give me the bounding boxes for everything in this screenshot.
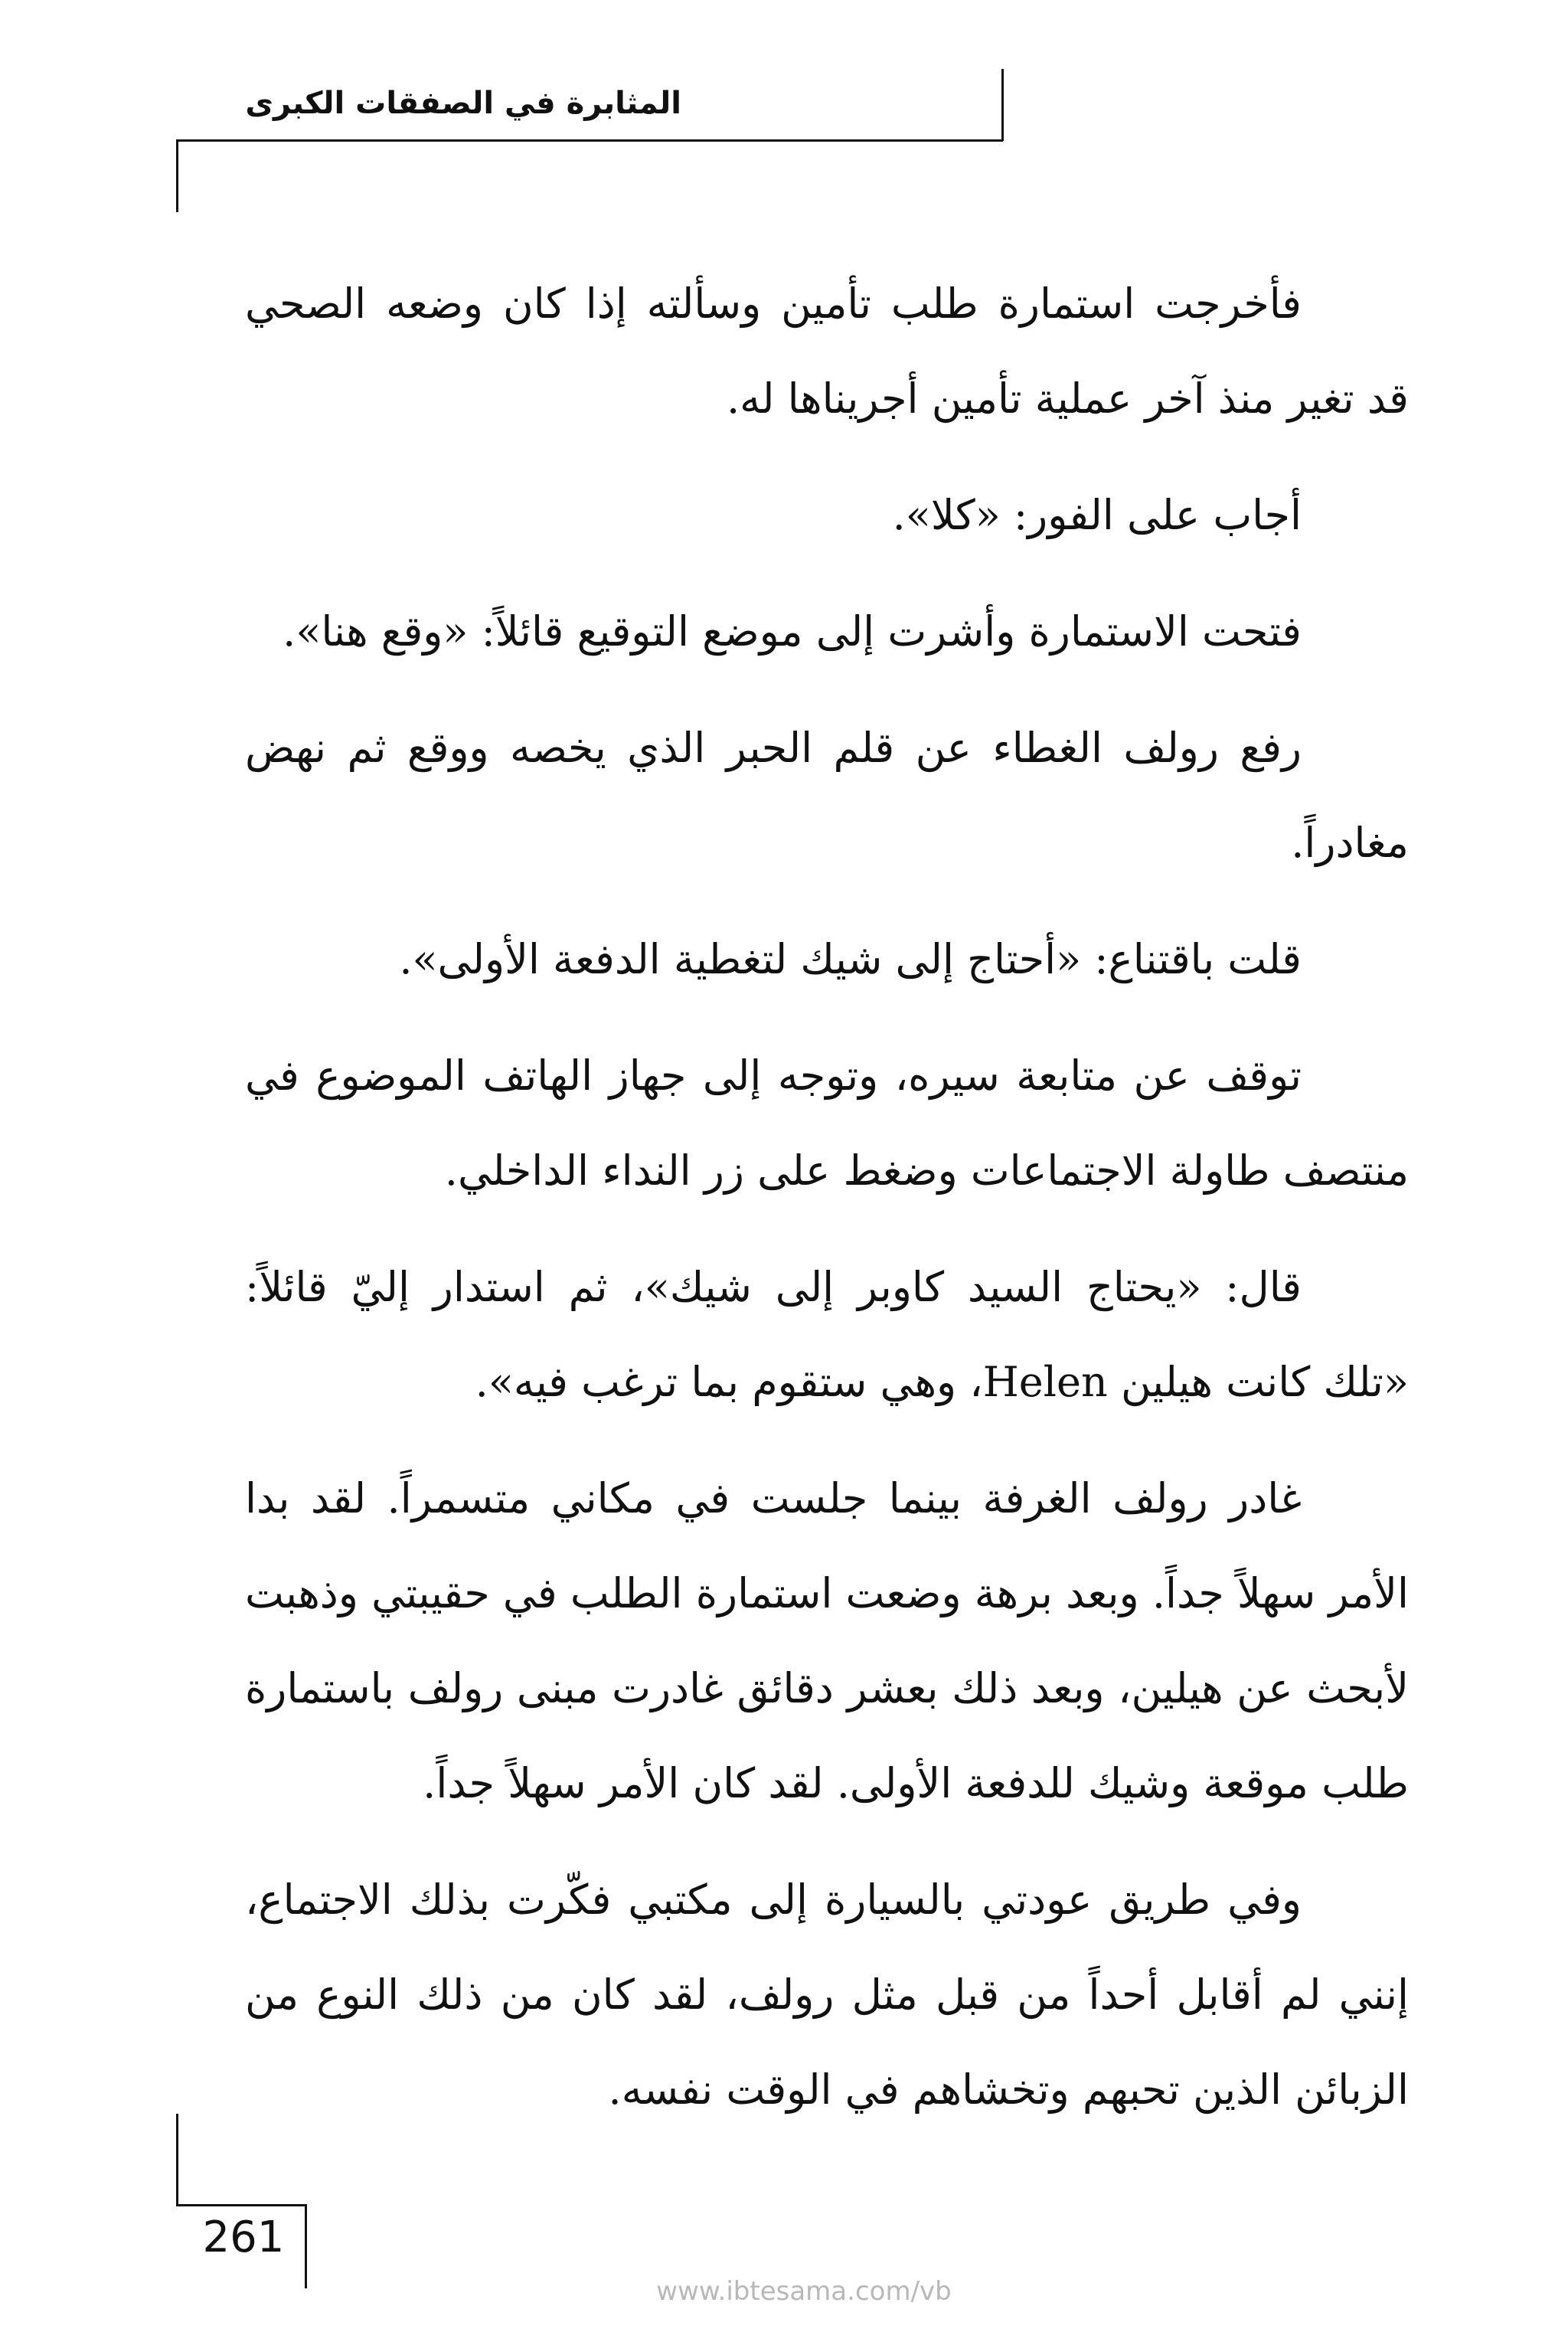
paragraph: قلت باقتناع: «أحتاج إلى شيك لتغطية الدفعة الأولى». xyxy=(399,935,1302,983)
header-bracket-right xyxy=(1001,69,1004,141)
paragraph: رفع رولف الغطاء عن قلم الحبر الذي يخصه ووقع ثم نهض مغادراً. xyxy=(245,724,1409,867)
running-head-title: المثابرة في الصفقات الكبرى xyxy=(245,86,681,121)
header-rule xyxy=(176,139,1003,142)
paragraph: فتحت الاستمارة وأشرت إلى موضع التوقيع قائلاً: «وقع هنا». xyxy=(283,607,1302,656)
page-number: 261 xyxy=(202,2213,285,2262)
paragraph: غادر رولف الغرفة بينما جلست في مكاني متسمراً. لقد بدا الأمر سهلاً جداً. وبعد برهة وضعت استمارة الطلب في حقيبتي وذهبت لأبحث عن هيلين، وبعد ذلك بعشر دقائق غادرت مبنى رولف باستمارة طلب موقعة وشيك للدفعة الأولى. لقد كان الأمر سهلاً جداً. xyxy=(245,1474,1409,1807)
footer-bracket-left xyxy=(176,2114,178,2206)
paragraph: وفي طريق عودتي بالسيارة إلى مكتبي فكّرت بذلك الاجتماع، إنني لم أقابل أحداً من قبل مثل رولف، لقد كان من ذلك النوع من الزبائن الذين تحبهم وتخشاهم في الوقت نفسه. xyxy=(245,1876,1409,2114)
paragraph: أجاب على الفور: «كلا». xyxy=(892,491,1302,539)
paragraph: قال: «يحتاج السيد كاوبر إلى شيك»، ثم استدار إليّ قائلاً: «تلك كانت هيلين Helen، وهي ستقوم بما ترغب فيه». xyxy=(245,1263,1409,1406)
paragraph: توقف عن متابعة سيره، وتوجه إلى جهاز الهاتف الموضوع في منتصف طاولة الاجتماعات وضغط على زر النداء الداخلي. xyxy=(245,1052,1409,1195)
footer-bracket-right xyxy=(305,2204,307,2288)
header-bracket-left xyxy=(176,139,178,212)
paragraph: فأخرجت استمارة طلب تأمين وسألته إذا كان وضعه الصحي قد تغير منذ آخر عملية تأمين أجريناها له. xyxy=(245,280,1409,423)
body-text xyxy=(245,257,1409,2159)
watermark-url: www.ibtesama.com/vb xyxy=(656,2276,952,2307)
